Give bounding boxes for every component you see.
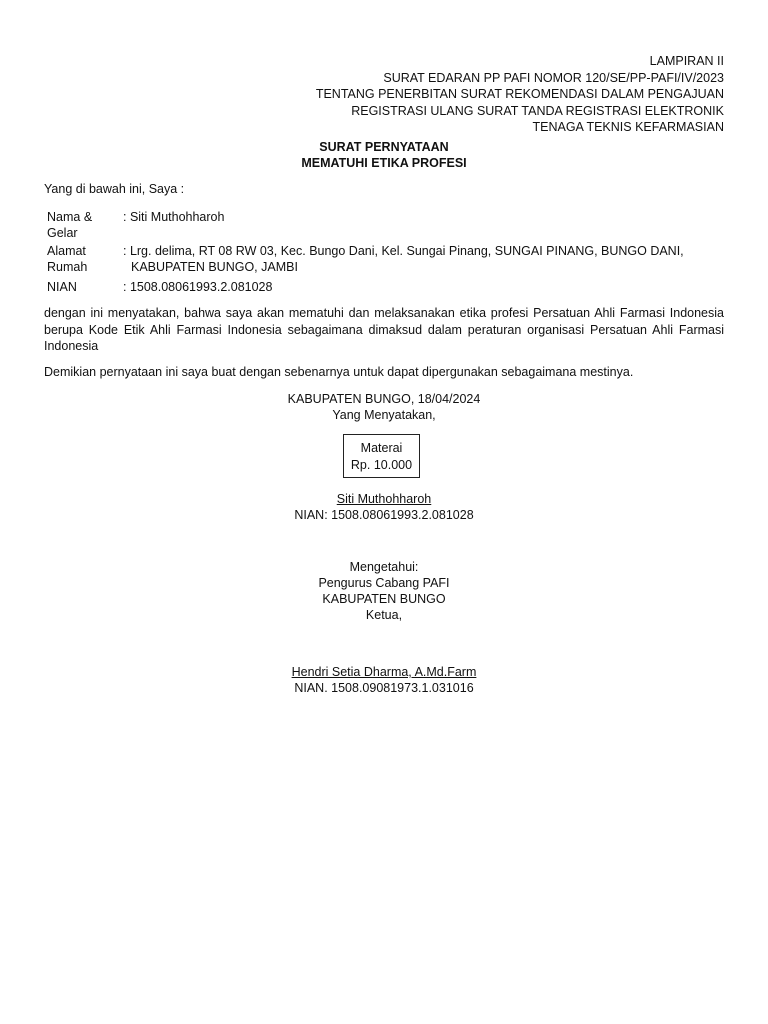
signature-place-date: [0, 391, 768, 423]
chair-nian: NIAN. 1508.09081973.1.031016: [294, 681, 474, 695]
title-line: SURAT PERNYATAAN: [319, 140, 449, 154]
ack-line: Mengetahui:: [349, 560, 419, 574]
address-label: Alamat Rumah: [47, 244, 88, 274]
statement-paragraph: dengan ini menyatakan, bahwa saya akan mematuhi dan melaksanakan etika profesi Persatuan Ahli Farmasi Indonesia berupa Kode Etik Ahli Farmasi Indonesia sebagaimana dimaksud dalam peraturan organisasi Persatuan Ahli Farmasi Indonesia: [44, 306, 724, 353]
document-title: [0, 139, 768, 171]
nian-label: NIAN: [47, 280, 77, 294]
declarant-role: Yang Menyatakan,: [332, 408, 436, 422]
header-line: SURAT EDARAN PP PAFI NOMOR 120/SE/PP-PAFI/IV/2023: [383, 70, 724, 85]
ack-line: Pengurus Cabang PAFI: [318, 576, 450, 590]
header-line: LAMPIRAN II: [649, 54, 724, 68]
identity-row-nian: [44, 280, 724, 298]
materai-stamp-box: Materai Rp. 10.000: [343, 434, 420, 478]
signer-block: [0, 491, 768, 523]
header-line: TENTANG PENERBITAN SURAT REKOMENDASI DALAM PENGAJUAN: [315, 87, 724, 101]
closing-paragraph: Demikian pernyataan ini saya buat dengan sebenarnya untuk dapat dipergunakan sebagaimana mestinya.: [44, 365, 634, 379]
attachment-header: [244, 53, 724, 136]
identity-table: [44, 209, 724, 298]
acknowledgement-block: [0, 559, 768, 623]
title-line: MEMATUHI ETIKA PROFESI: [301, 156, 467, 170]
name-label: Nama & Gelar: [47, 210, 93, 240]
header-line: REGISTRASI ULANG SURAT TANDA REGISTRASI ELEKTRONIK: [351, 103, 724, 118]
identity-row-address: [44, 244, 724, 280]
chair-signature-block: [0, 664, 768, 696]
chair-name: Hendri Setia Dharma, A.Md.Farm: [291, 665, 477, 679]
intro-text: Yang di bawah ini, Saya :: [44, 182, 185, 196]
place-date: KABUPATEN BUNGO, 18/04/2024: [287, 392, 481, 406]
ack-line: KABUPATEN BUNGO: [322, 592, 446, 606]
name-value: : Siti Muthohharoh: [123, 210, 225, 224]
header-line: TENAGA TEKNIS KEFARMASIAN: [532, 120, 724, 134]
nian-value: : 1508.08061993.2.081028: [123, 280, 273, 294]
address-value: : Lrg. delima, RT 08 RW 03, Kec. Bungo Dani, Kel. Sungai Pinang, SUNGAI PINANG, BUNGO DANI, KABUPATEN BUNGO, JAMBI: [123, 244, 684, 274]
ack-line: Ketua,: [365, 608, 403, 622]
signer-name: Siti Muthohharoh: [336, 492, 432, 506]
signer-nian: NIAN: 1508.08061993.2.081028: [294, 508, 474, 522]
identity-row-name: [44, 209, 724, 244]
